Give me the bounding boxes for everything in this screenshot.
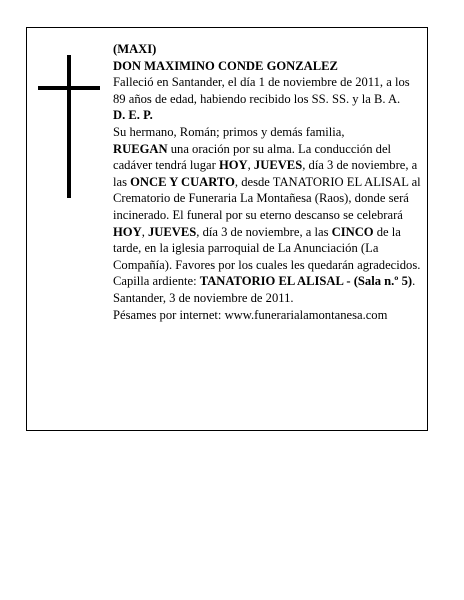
ceremony-details: Su hermano, Román; primos y demás familia, RUEGAN una oración por su alma. La conducción del cadáver tendrá lugar HOY, JUEVES, día 3 de noviembre, a las ONCE Y CUARTO, desde TANATORIO EL ALISAL al Crematorio de Funeraria La Montañesa (Raos), donde será incinerado. El funeral por su eterno descanso se celebrará HOY, JUEVES, día 3 de noviembre, a las CINCO de la tarde, en la iglesia parroquial de La Anunciación (La Compañía). Favores por los cuales les quedarán agradecidos. [113, 124, 421, 272]
chapel-line: Capilla ardiente: TANATORIO EL ALISAL - (Sala n.º 5). [113, 274, 416, 289]
death-announcement: Falleció en Santander, el día 1 de noviembre de 2011, a los 89 años de edad, habiendo recibido los SS. SS. y la B. A. [113, 75, 410, 106]
deceased-name: DON MAXIMINO CONDE GONZALEZ [113, 58, 338, 73]
dep-line: D. E. P. [113, 108, 153, 123]
cross-icon [67, 55, 71, 198]
obituary-text [113, 41, 421, 323]
date-line: Santander, 3 de noviembre de 2011. [113, 290, 294, 305]
cross-icon-bar [38, 86, 100, 90]
condolences-line: Pésames por internet: www.funerarialamontanesa.com [113, 307, 388, 322]
deceased-nickname: (MAXI) [113, 42, 157, 56]
